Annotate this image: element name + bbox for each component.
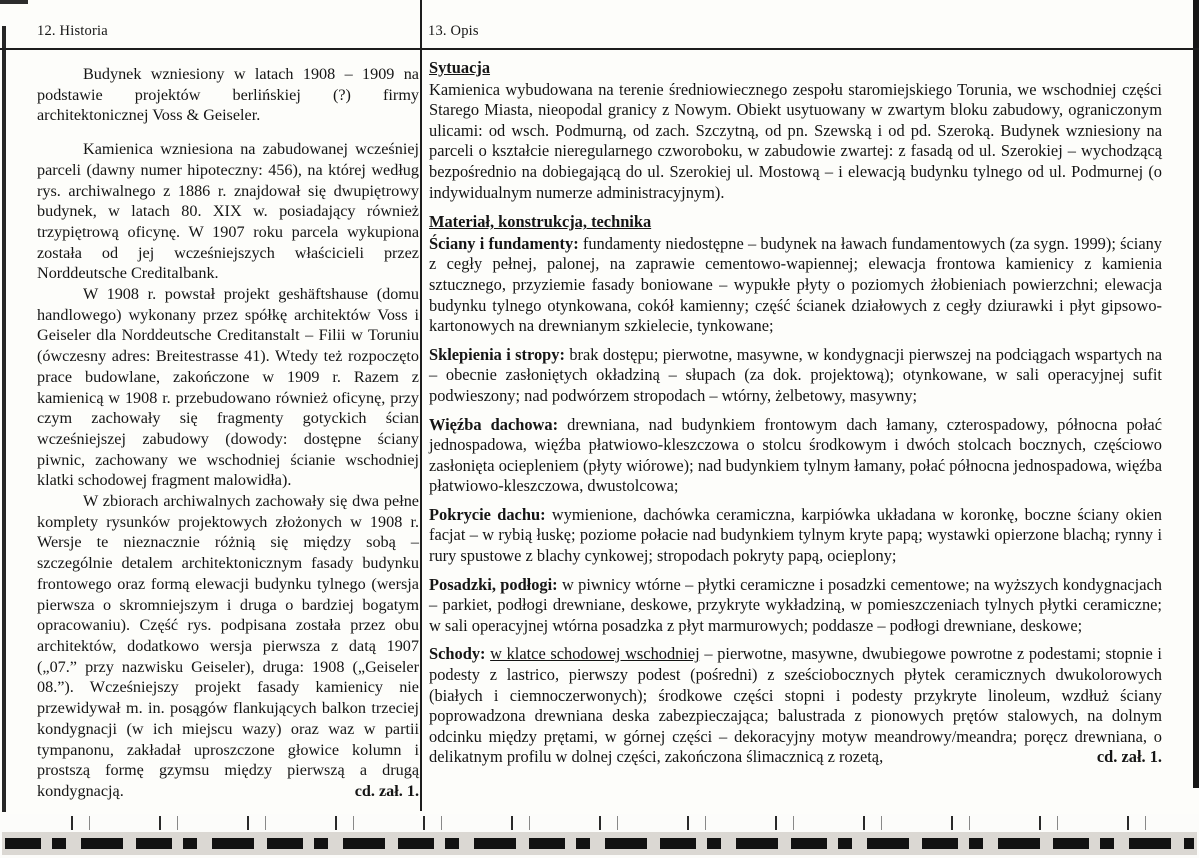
item-label-posadzki: Posadzki, podłogi: <box>429 574 558 594</box>
column-divider <box>420 0 422 811</box>
header-rule <box>0 48 1199 50</box>
scan-edge-left <box>2 26 6 812</box>
item-text-pokrycie: wymienione, dachówka ceramiczna, karpiówka układana w koronkę, boczne ściany okien facjat – w rybią łuskę; poziome połacie nad budynkiem tylnym kryte papą; wystawki opierzone blachą; rynny i rury spustowe z blachy cynkowej; stropodach pokryty papą, ocieplony; <box>429 504 1162 566</box>
page-stack-edge-artifact <box>2 832 1197 855</box>
scan-bottom-strip <box>0 814 1199 858</box>
item-wiezba-dachowa <box>429 415 1162 497</box>
history-paragraph-2: Kamienica wzniesiona na zabudowanej wcześniej parceli (dawny numer hipoteczny: 456), na której według rys. archiwalnego z 1886 r. znajdował się dwupiętrowy budynek, w latach 80. XIX w. posiadający również trzypiętrową oficynę. W 1907 roku parcela wykupiona została od jej wcześniejszych właścicieli przez Norddeutsche Creditalbank. <box>37 140 419 283</box>
history-paragraph-3: W 1908 r. powstał projekt geshäftshause (domu handlowego) wykonany przez spółkę architektów Voss i Geiseler dla Norddeutsche Creditanstalt – Filii w Toruniu (ówczesny adres: Breitestrasse 41). Wtedy też rozpoczęto prace budowlane, zakończone w 1909 r. Razem z kamienicą w 1908 r. przebudowano również oficynę, przy czym zachowały się fragmenty gotyckich ścian wcześniejszej zabudowy (dowody: dostępne ściany piwnic, zachowany we wschodniej ścianie wschodniej klatki schodowej fragment malowidła). <box>37 285 419 490</box>
item-label-wiezba: Więźba dachowa: <box>429 414 559 434</box>
item-text-posadzki: w piwnicy wtórne – płytki ceramiczne i posadzki cementowe; na wyższych kondygnacjach – parkiet, podłogi drewniane, deskowe, przykryte wykładziną, w pomieszczeniach tylnych płytki ceramiczne; w sali operacyjnej wtórna posadzka z płyt marmurowych; poddasze – podłogi drewniane, deskowe; <box>429 574 1162 635</box>
sytuacja-body: Kamienica wybudowana na terenie średniowiecznego zespołu staromiejskiego Torunia, we wschodniej części Starego Miasta, nieopodal granicy z Nowym. Obiekt usytuowany w zwartym bloku zabudowy, ograniczonym ulicami: od wsch. Podmurną, od zach. Szczytną, od pn. Szewską i od pd. Szeroką. Budynek wzniesiony na parceli o kształcie nieregularnego czworoboku, w zabudowie zwartej: z fasadą od ul. Szerokiej – wychodzącą bezpośrednio na dobiegającą do ul. Szerokiej ul. Mostową – i elewacją budynku tylnego od ul. Podmurnej (o indywidualnym numerze administracyjnym). <box>429 79 1162 202</box>
item-sklepienia-stropy <box>429 345 1162 407</box>
section-heading-material: Materiał, konstrukcja, technika <box>429 212 652 232</box>
continuation-note-left: cd. zał. 1. <box>354 781 419 800</box>
page-stack-marks-artifact <box>5 838 1194 849</box>
item-label-sciany: Ściany i fundamenty: <box>429 233 579 253</box>
item-text-sciany: fundamenty niedostępne – budynek na ławach fundamentowych (za sygn. 1999); ściany z cegły pełnej, palonej, na zaprawie cementowo-wapiennej; elewacja frontowa kamienicy z kamienia sztucznego, przyziemie fasady boniowane – wypukłe płyty o poziomych żłobieniach powierzchni; elewacja budynku tylnego otynkowana, cokół kamienny; część ścianek działowych z cegły dziurawki i płyt gipsowo-kartonowych na drewnianym szkielecie, tynkowane; <box>429 233 1162 336</box>
left-page-header: 12. Historia <box>37 23 108 39</box>
item-underlined-schody: w klatce schodowej wschodniej <box>490 644 700 664</box>
item-label-schody: Schody: <box>429 644 486 664</box>
item-sciany-fundamenty <box>429 234 1162 337</box>
section-heading-sytuacja: Sytuacja <box>429 58 491 77</box>
item-text-schody: – pierwotne, masywne, dwubiegowe powrotne z podestami; stopnie i podesty z lastrico, pierwszy podest (pośredni) z sześciobocznych płytek ceramicznych dwukolorowych (białych i ciemnoczerwonych); środkowe części stopni i podesty przykryte linoleum, wzdłuż ściany poprowadzona drewniana deska zabezpieczająca; balustrada z pionowych prętów stalowych, na dolnym odcinku między prętami, w górnej części – dekoracyjny motyw meandrowy/meandra; poręcz drewniana, o delikatnym profilu w dolnej części, zakończona ślimacznicą z rozetą, <box>429 644 1162 767</box>
item-text-sklepienia: brak dostępu; pierwotne, masywne, w kondygnacji pierwszej na podciągach wspartych na – obecnie zasłoniętych okładziną – słupach (za dok. projektową); otynkowane, w sali operacyjnej sufit podwieszony; nad podwórzem stropodach – wtórny, żelbetowy, masywny; <box>429 344 1162 405</box>
item-label-pokrycie: Pokrycie dachu: <box>429 504 546 524</box>
item-text-wiezba: drewniana, nad budynkiem frontowym dach łamany, czterospadowy, północna połać jednospadowa, więźba płatwiowo-kleszczowa o stolcu środkowym i dwóch stolcach bocznych, częściowo zasłonięta ociepleniem (płyty wiórowe); nad budynkiem tylnym łamany, połać północna jednospadowa, więźba płatwiowo-kleszczowa, dwustolcowa; <box>429 414 1162 496</box>
right-page-header: 13. Opis <box>428 23 479 39</box>
page-edge-ticks-artifact <box>34 816 1195 830</box>
scan-corner-artifact <box>0 0 28 4</box>
history-paragraph-1: Budynek wzniesiony w latach 1908 – 1909 na podstawie projektów berlińskiej (?) firmy architektonicznej Voss & Geiseler. <box>37 65 419 125</box>
scan-edge-right <box>1193 0 1199 788</box>
description-column <box>429 58 1162 768</box>
item-posadzki-podlogi <box>429 575 1162 637</box>
item-pokrycie-dachu <box>429 505 1162 567</box>
history-paragraph-4 <box>37 491 419 802</box>
history-paragraph-4-text: W zbiorach archiwalnych zachowały się dwa pełne komplety rysunków projektowych złożonych w 1908 r. Wersje te nieznacznie różnią się między sobą – szczególnie detalem architektonicznym fasady budynku frontowego oraz formą elewacji budynku tylnego (wersja pierwsza o skromniejszym i druga o bardziej bogatym opracowaniu). Część rys. podpisana została przez obu architektów, dodatkowo wersja pierwsza z datą 1907 („07.” przy nazwisku Geiseler), druga: 1908 („Geiseler 08.”). Wcześniejszy projekt fasady kamienicy nie przewidywał m. in. posągów flankujących balkon trzeciej kondygnacji (w ich miejscu wazy) oraz waz w partii tympanonu, zakładał uproszczone głowice kolumn i prostszą formę gzymsu między pierwszą a drugą kondygnacją. <box>37 492 419 800</box>
item-label-sklepienia: Sklepienia i stropy: <box>429 344 565 364</box>
item-schody <box>429 644 1162 768</box>
history-column <box>37 64 419 802</box>
continuation-note-right: cd. zał. 1. <box>1096 747 1162 767</box>
